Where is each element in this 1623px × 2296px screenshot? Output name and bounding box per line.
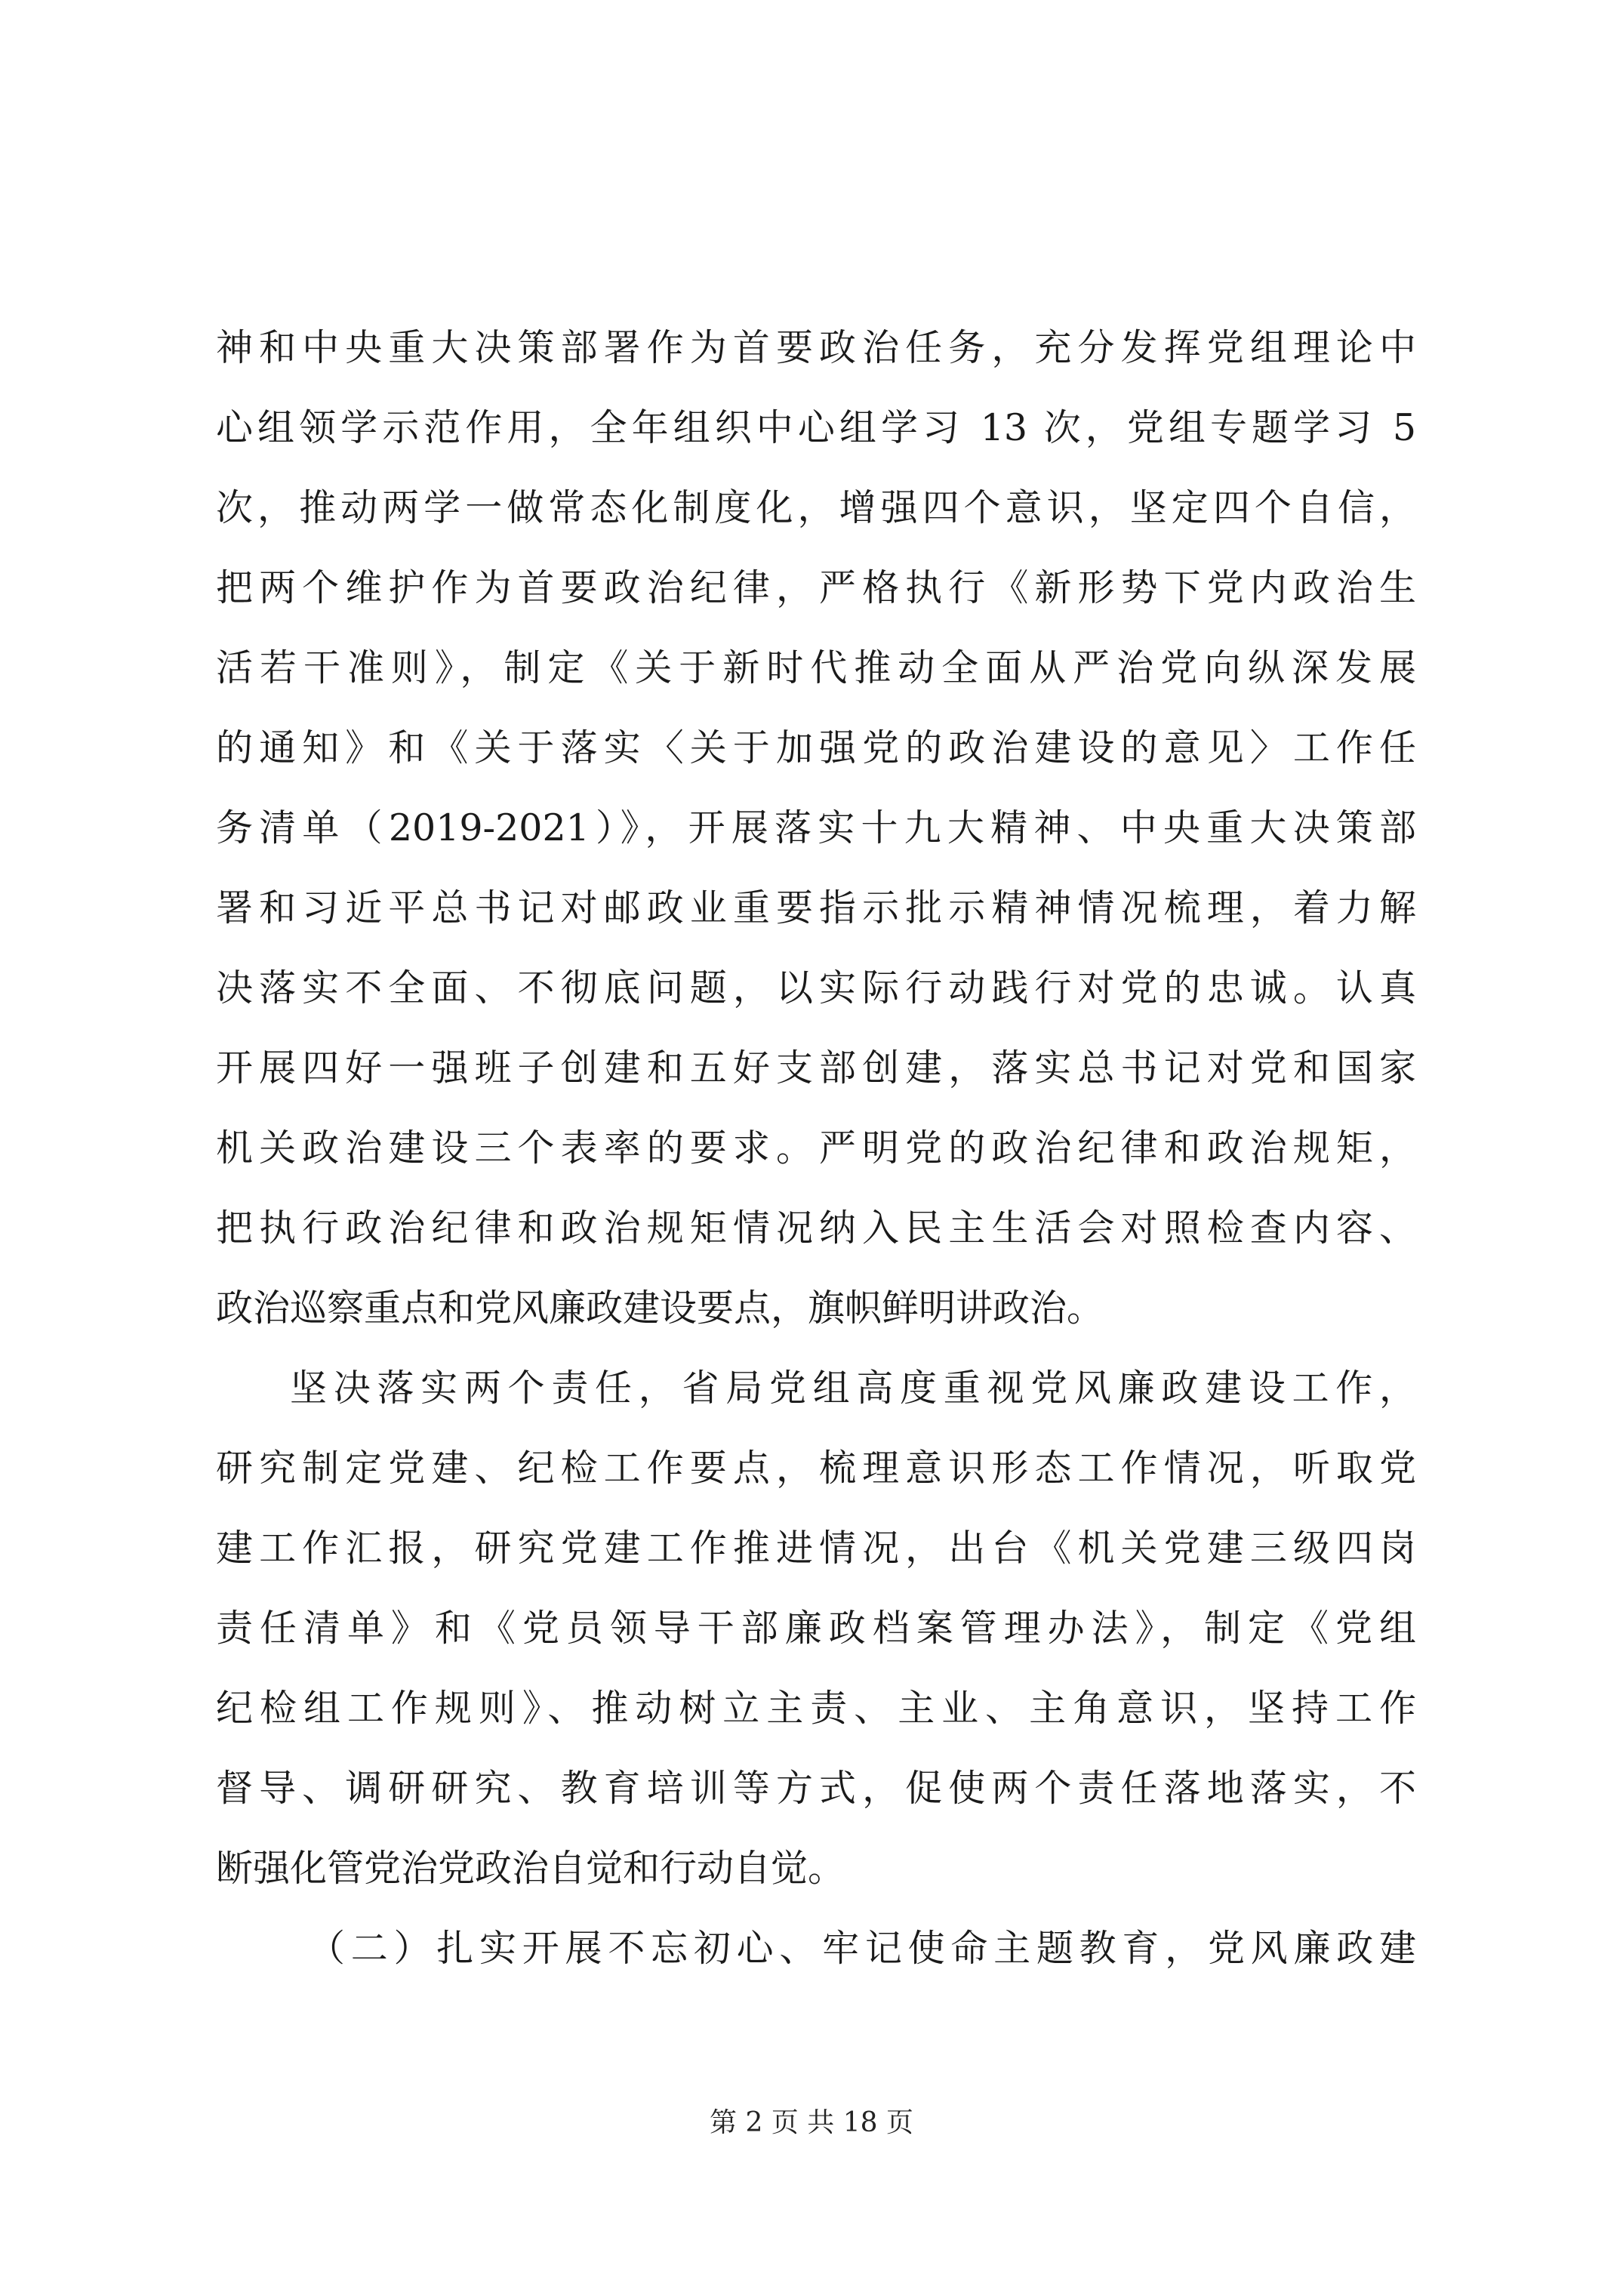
text-line: 政治巡察重点和党风廉政建设要点，旗帜鲜明讲政治。 <box>216 1287 1104 1330</box>
text-line: 纪检组工作规则》、推动树立主责、主业、主角意识，坚持工作 <box>216 1687 1416 1730</box>
text-line: 建工作汇报，研究党建工作推进情况，出台《机关党建三级四岗 <box>216 1527 1416 1570</box>
text-line: 责任清单》和《党员领导干部廉政档案管理办法》，制定《党组 <box>216 1607 1416 1650</box>
text-line: 务清单（2019-2021）》，开展落实十九大精神、中央重大决策部 <box>216 806 1416 849</box>
text-line: 督导、调研研究、教育培训等方式，促使两个责任落地落实，不 <box>216 1767 1416 1810</box>
text-line: 署和习近平总书记对邮政业重要指示批示精神情况梳理，着力解 <box>216 886 1416 929</box>
text-line: 的通知》和《关于落实〈关于加强党的政治建设的意见〉工作任 <box>216 726 1416 769</box>
text-line: 决落实不全面、不彻底问题，以实际行动践行对党的忠诚。认真 <box>216 966 1416 1009</box>
text-line: 把两个维护作为首要政治纪律，严格执行《新形势下党内政治生 <box>216 566 1416 609</box>
text-line: 次，推动两学一做常态化制度化，增强四个意识，坚定四个自信， <box>216 486 1416 529</box>
body-text <box>216 308 1416 1989</box>
text-line: 心组领学示范作用，全年组织中心组学习 13 次，党组专题学习 5 <box>216 406 1416 449</box>
text-line: 活若干准则》，制定《关于新时代推动全面从严治党向纵深发展 <box>216 646 1416 689</box>
section-heading: （二）扎实开展不忘初心、牢记使命主题教育，党风廉政建 <box>308 1927 1416 1970</box>
page-number-footer: 第 2 页 共 18 页 <box>710 2107 913 2138</box>
text-line: 机关政治建设三个表率的要求。严明党的政治纪律和政治规矩， <box>216 1126 1416 1170</box>
text-line: 开展四好一强班子创建和五好支部创建，落实总书记对党和国家 <box>216 1046 1416 1089</box>
text-line: 坚决落实两个责任，省局党组高度重视党风廉政建设工作， <box>290 1367 1416 1410</box>
text-line: 研究制定党建、纪检工作要点，梳理意识形态工作情况，听取党 <box>216 1447 1416 1490</box>
text-line: 神和中央重大决策部署作为首要政治任务，充分发挥党组理论中 <box>216 326 1416 369</box>
text-line: 断强化管党治党政治自觉和行动自觉。 <box>216 1847 845 1890</box>
text-line: 把执行政治纪律和政治规矩情况纳入民主生活会对照检查内容、 <box>216 1207 1416 1250</box>
